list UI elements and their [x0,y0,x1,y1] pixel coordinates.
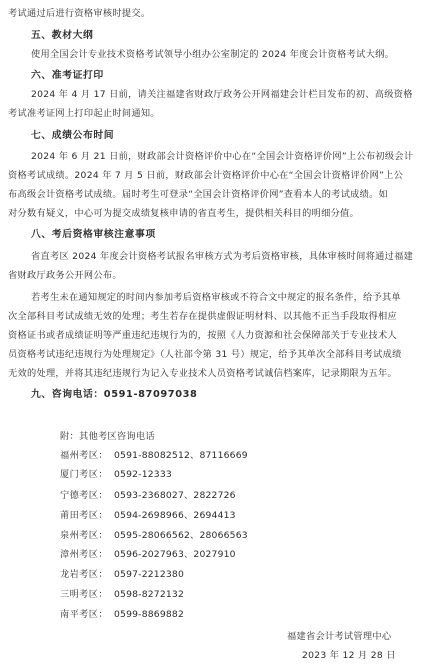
contact-row-xiamen [60,469,360,481]
contact-row-fuzhou [60,450,360,462]
contact-area: 三明考区： [60,589,108,600]
section-6-heading: 六、准考证打印 [31,70,104,81]
contact-row-zhangzhou [60,549,360,561]
section-8-para2-line: 无效的处理，并将其违纪违规行为记入专业技术人员资格考试诚信档案库，记录期限为五年。 [8,368,397,379]
section-5-text: 使用全国会计专业技术资格考试领导小组办公室制定的 2024 年度会计资格考试大纲。 [31,49,395,60]
section-9-heading: 九、咨询电话：0591-87097038 [31,389,198,400]
signature-org: 福建省会计考试管理中心 [287,631,392,642]
contact-area: 宁德考区： [60,490,108,501]
contact-phone: 0591-88082512、87116669 [114,450,248,461]
section-7-text-line: 布高级会计资格考试成绩。届时考生可登录“全国会计资格评价网”查看本人的考试成绩。如 [8,189,389,200]
contact-phone: 0595-28066562、28066563 [114,530,248,541]
contact-phone: 0597-2212380 [114,569,185,580]
contact-area: 福州考区： [60,450,108,461]
contact-area: 漳州考区： [60,549,108,560]
contact-row-longyan [60,569,360,581]
section-7-heading: 七、成绩公布时间 [31,130,115,141]
contact-phone: 0593-2368027、2822726 [114,490,236,501]
contact-area: 龙岩考区： [60,569,108,580]
contact-area: 南平考区： [60,609,108,620]
contact-row-nanping [60,609,360,621]
section-6-text-line: 考试准考证网上打印起止时间通知。 [8,108,160,119]
contact-area: 厦门考区： [60,469,108,480]
contact-area: 莆田考区： [60,510,108,521]
section-8-para2-line: 次全部科目考试成绩无效的处理；考生若存在提供虚假证明材料、以其他不正当手段取得相应 [8,311,397,322]
contact-phone: 0599-8869882 [114,609,185,620]
appendix-title: 附：其他考区咨询电话 [60,431,155,442]
signature-date: 2023 年 12 月 28 日 [302,650,396,661]
section-7-text-line: 对分数有疑义，中心可为提交成绩复核申请的省直考生，提供相关科目的明细分值。 [8,208,360,219]
contact-phone: 0594-2698966、2694413 [114,510,236,521]
section-8-para2-line: 资格证书或者成绩证明等严重违纪违规行为的，按照《人力资源和社会保障部关于专业技术人 [8,330,397,341]
contact-phone: 0592-12333 [114,469,172,480]
contact-row-sanming [60,589,360,601]
intro-tail-text: 考试通过后进行资格审核时提交。 [8,8,151,19]
section-8-para2-line: 若考生未在通知规定的时间内参加考后资格审核或不符合文中规定的报名条件，给予其单 [31,292,402,303]
contact-area: 泉州考区： [60,530,108,541]
section-7-text-line: 2024 年 6 月 21 日前，财政部会计资格评价中心在“全国会计资格评价网”上公布初级会计 [31,151,414,162]
contact-row-ningde [60,490,360,502]
section-8-heading: 八、考后资格审核注意事项 [31,229,156,240]
section-8-para2-line: 员资格考试违纪违规行为处理规定》（人社部令第 31 号）规定，给予其单次全部科目考试成绩 [8,349,402,360]
section-8-para1-line: 省直考区 2024 年度会计资格考试报名审核方式为考后资格审核，具体审核时间将通过福建 [31,251,414,262]
contact-phone: 0598-8272132 [114,589,185,600]
section-5-heading: 五、教材大纲 [31,30,94,41]
contact-row-putian [60,510,360,522]
section-7-text-line: 资格考试成绩。2024 年 7 月 5 日前，财政部会计资格评价中心在“全国会计资格评价网”上公 [8,170,404,181]
contact-phone: 0596-2027963、2027910 [114,549,236,560]
contact-row-quanzhou [60,530,360,542]
section-6-text-line: 2024 年 4 月 17 日前，请关注福建省财政厅政务公开网福建会计栏目发布的初、高级资格 [31,89,413,100]
section-8-para1-line: 省财政厅政务公开网公布。 [8,270,122,281]
